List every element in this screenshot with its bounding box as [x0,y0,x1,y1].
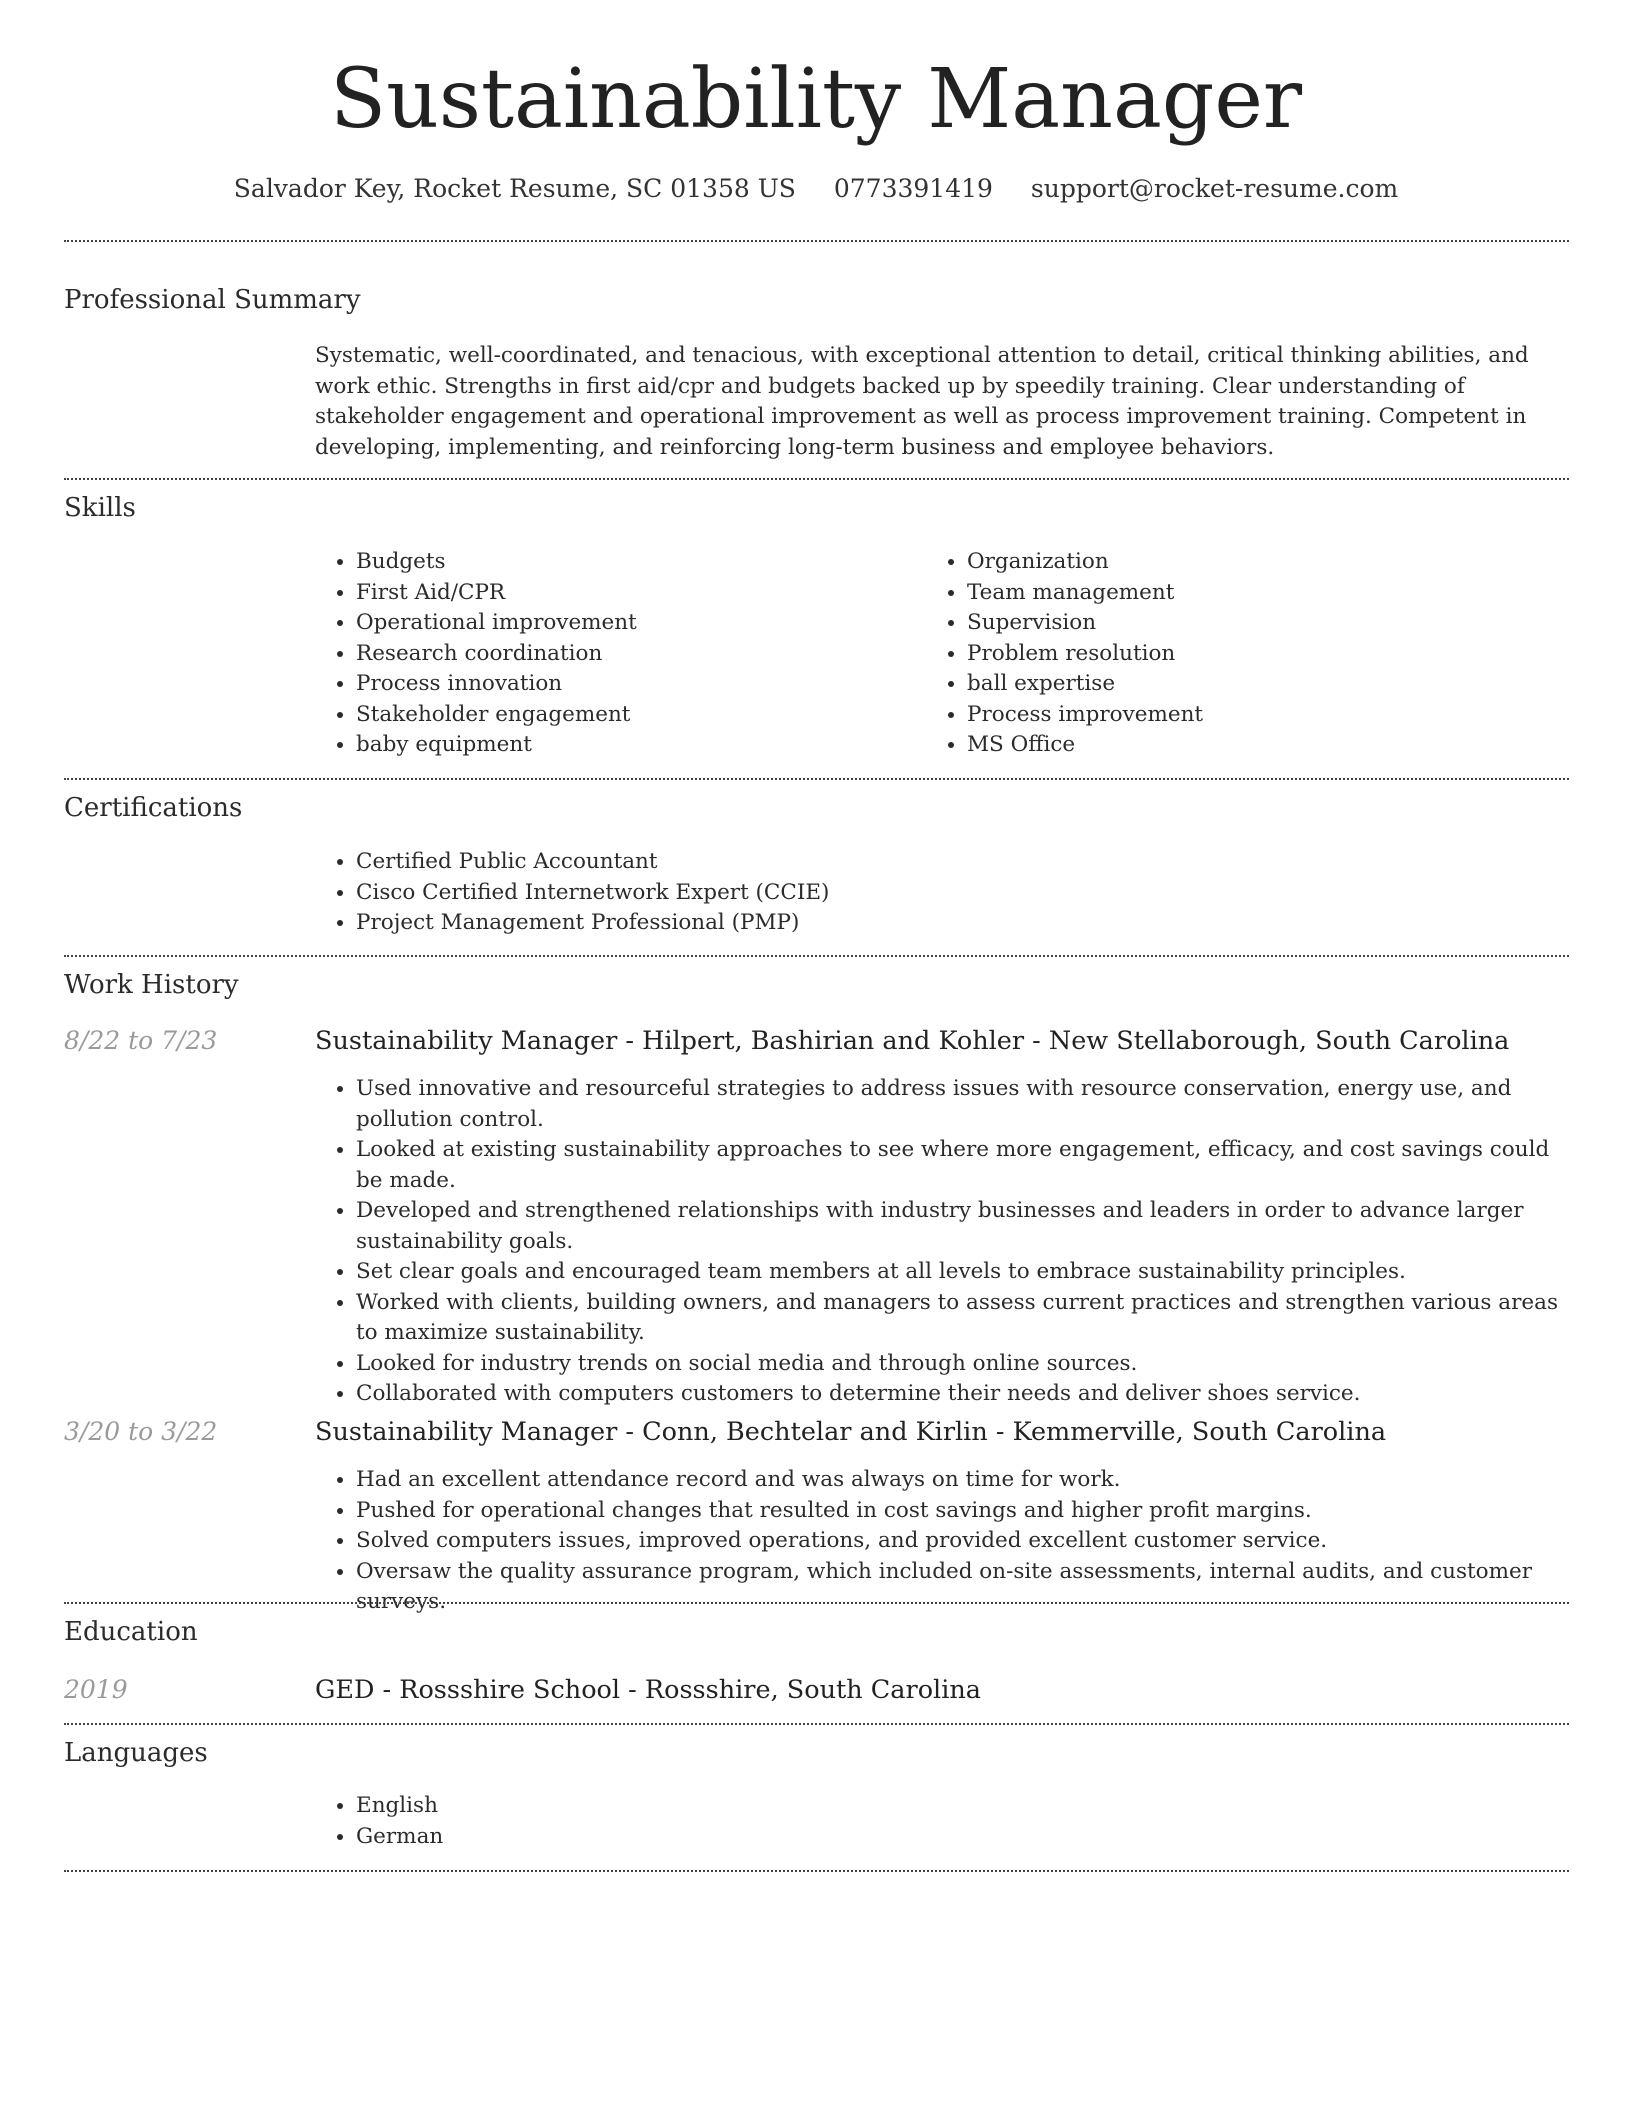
job-heading: Sustainability Manager - Conn, Bechtelar and Kirlin - Kemmerville, South Carolina [315,1417,1387,1447]
languages-list [312,1791,956,1852]
contact-line [0,170,1632,208]
section-title-work: Work History [64,970,239,1000]
section-title-education: Education [64,1617,198,1647]
language-item: • English [356,1791,956,1822]
skill-item: • Stakeholder engagement [356,700,916,731]
section-divider [64,778,1569,780]
section-divider [64,1723,1569,1725]
certification-item: • Cisco Certified Internetwork Expert (CCIE) [356,878,1556,909]
summary-text: Systematic, well-coordinated, and tenacious, with exceptional attention to detail, critical thinking abilities, and work ethic. Strengths in first aid/cpr and budgets backed up by speedily training. Clear understanding of stakeholder engagement and operational improvement as well as process improvement training. Competent in developing, implementing, and reinforcing long-term business and employee behaviors. [315,343,1529,460]
job-heading: Sustainability Manager - Hilpert, Bashirian and Kohler - New Stellaborough, South Carolina [315,1026,1510,1056]
job-bullets [312,1074,1570,1410]
job-bullet: • Had an excellent attendance record and was always on time for work. [356,1465,1586,1496]
section-divider [64,1870,1569,1872]
skill-item: • Operational improvement [356,608,916,639]
skill-item: • Supervision [967,608,1567,639]
skill-item: • First Aid/CPR [356,578,916,609]
resume-name: Sustainability Manager [329,52,1303,147]
contact-address: Salvador Key, Rocket Resume, SC 01358 US [233,174,796,203]
section-divider [64,1602,1569,1604]
section-divider [64,478,1569,480]
section-title-languages: Languages [64,1738,208,1768]
contact-email: support@rocket-resume.com [1030,174,1399,203]
skill-item: • MS Office [967,730,1567,761]
job-dates: 8/22 to 7/23 [64,1026,218,1055]
education-year: 2019 [64,1675,128,1704]
job-bullet: • Solved computers issues, improved operations, and provided excellent customer service. [356,1526,1586,1557]
certification-item: • Certified Public Accountant [356,847,1556,878]
skill-item: • ball expertise [967,669,1567,700]
job-bullet: • Collaborated with computers customers to determine their needs and deliver shoes service. [356,1379,1570,1410]
section-title-skills: Skills [64,493,136,523]
section-divider [64,240,1569,242]
skill-item: • Process innovation [356,669,916,700]
certifications-list [312,847,1556,939]
job-bullet: • Worked with clients, building owners, and managers to assess current practices and strengthen various areas to maximize sustainability. [356,1288,1570,1349]
education-heading: GED - Rossshire School - Rossshire, South Carolina [315,1675,981,1705]
certification-item: • Project Management Professional (PMP) [356,908,1556,939]
skill-item: • Problem resolution [967,639,1567,670]
job-bullet: • Set clear goals and encouraged team members at all levels to embrace sustainability principles. [356,1257,1570,1288]
skill-item: • Team management [967,578,1567,609]
section-title-certifications: Certifications [64,793,243,823]
job-bullet: • Pushed for operational changes that resulted in cost savings and higher profit margins. [356,1496,1586,1527]
job-bullets [312,1465,1586,1618]
job-bullet: • Used innovative and resourceful strategies to address issues with resource conservation, energy use, and pollution control. [356,1074,1570,1135]
job-bullet: • Developed and strengthened relationships with industry businesses and leaders in order to advance larger sustainability goals. [356,1196,1570,1257]
contact-phone: 0773391419 [833,174,993,203]
skill-item: • Organization [967,547,1567,578]
skill-item: • Budgets [356,547,916,578]
skill-item: • Research coordination [356,639,916,670]
job-dates: 3/20 to 3/22 [64,1417,218,1446]
section-divider [64,955,1569,957]
job-bullet: • Looked for industry trends on social media and through online sources. [356,1349,1570,1380]
job-bullet: • Oversaw the quality assurance program, which included on-site assessments, internal audits, and customer surveys. [356,1557,1586,1618]
job-bullet: • Looked at existing sustainability approaches to see where more engagement, efficacy, and cost savings could be made. [356,1135,1570,1196]
skill-item: • Process improvement [967,700,1567,731]
skills-list-left [312,547,916,761]
language-item: • German [356,1822,956,1853]
skill-item: • baby equipment [356,730,916,761]
skills-list-right [923,547,1567,761]
section-title-summary: Professional Summary [64,285,361,315]
